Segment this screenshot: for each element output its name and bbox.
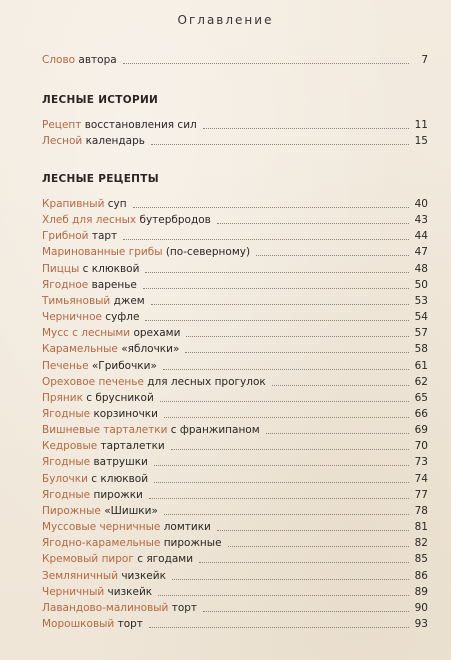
- entry-title-rest: с франжипаном: [167, 424, 260, 437]
- page-title: Оглавление: [177, 13, 274, 27]
- entry-title-accent: Хлеб для лесных: [42, 214, 137, 227]
- entry-title: [42, 586, 152, 599]
- dot-leader: [160, 401, 409, 402]
- toc-entry[interactable]: [42, 260, 428, 276]
- entry-title: [42, 473, 148, 486]
- entry-title-rest: «Шишки»: [100, 504, 158, 517]
- entry-title-accent: Слово: [42, 54, 76, 66]
- entry-title: [42, 408, 158, 421]
- toc-entry[interactable]: [42, 211, 428, 227]
- toc-entry[interactable]: [42, 470, 428, 486]
- toc-entry[interactable]: [42, 357, 428, 373]
- entry-title: [42, 440, 165, 453]
- dot-leader: [143, 288, 409, 289]
- entry-title-rest: суп: [104, 198, 127, 210]
- entry-title-accent: Пряник: [42, 391, 83, 404]
- page-number: 82: [414, 537, 428, 550]
- toc-entry[interactable]: [42, 486, 428, 502]
- dot-leader: [217, 223, 409, 224]
- entry-title-accent: Пирожные: [42, 504, 101, 517]
- entry-title: [42, 392, 154, 405]
- entry-title-accent: Печенье: [42, 359, 89, 372]
- dot-leader: [186, 336, 409, 337]
- dot-leader: [228, 546, 409, 547]
- entry-title: [42, 246, 250, 259]
- dot-leader: [203, 128, 409, 129]
- entry-title-accent: Земляничный: [42, 569, 119, 582]
- dot-leader: [133, 207, 409, 208]
- dot-leader: [151, 304, 409, 305]
- entry-title: [42, 489, 143, 502]
- toc-entry[interactable]: [42, 615, 428, 631]
- page-number: 70: [414, 440, 428, 453]
- entry-title: [42, 214, 211, 227]
- dot-leader: [185, 352, 409, 353]
- page-number: 44: [414, 230, 428, 243]
- entry-title-rest: орехами: [130, 327, 181, 340]
- entry-title-rest: джем: [110, 294, 145, 307]
- entry-title: [42, 602, 197, 615]
- section-heading-forest-recipes: ЛЕСНЫЕ РЕЦЕПТЫ: [42, 173, 159, 185]
- dot-leader: [149, 627, 409, 628]
- toc-entry[interactable]: [42, 421, 428, 437]
- dot-leader: [164, 417, 409, 418]
- toc-entry[interactable]: [42, 502, 428, 518]
- entry-title-accent: Ягодно-карамельные: [42, 537, 161, 550]
- toc-entry[interactable]: [42, 567, 428, 583]
- toc-entry[interactable]: [42, 276, 428, 292]
- entry-title-rest: «яблочки»: [117, 343, 180, 356]
- entry-title: [42, 553, 193, 566]
- page-number: 62: [414, 375, 428, 388]
- entry-title-rest: суфле: [101, 311, 140, 323]
- entry-title-rest: торт: [168, 601, 198, 614]
- dot-leader: [154, 482, 409, 483]
- toc-entry[interactable]: [42, 550, 428, 566]
- toc-entry[interactable]: [42, 583, 428, 599]
- toc-entry[interactable]: [42, 308, 428, 324]
- toc-entry[interactable]: [42, 437, 428, 453]
- entry-title: [42, 54, 117, 67]
- entry-title: [42, 360, 157, 373]
- toc-entry[interactable]: [42, 292, 428, 308]
- page-number: 69: [414, 424, 428, 437]
- dot-leader: [163, 369, 409, 370]
- toc-entry[interactable]: [42, 599, 428, 615]
- entry-title-accent: Черничное: [42, 311, 102, 323]
- dot-leader: [123, 239, 409, 240]
- entry-title: [42, 376, 266, 389]
- entry-title: [42, 279, 137, 292]
- dot-leader: [199, 562, 409, 563]
- entry-title-accent: Мусс с лесными: [42, 327, 131, 340]
- page-number: 90: [414, 601, 428, 614]
- entry-title: [42, 343, 179, 356]
- entry-title-rest: с брусникой: [82, 391, 154, 404]
- entry-title: [42, 119, 197, 132]
- entry-title-rest: ломтики: [160, 521, 211, 533]
- toc-entry[interactable]: [42, 195, 428, 211]
- toc-entry[interactable]: [42, 132, 428, 148]
- entry-title-accent: Тимьяновый: [42, 294, 111, 307]
- entry-title-accent: Рецепт: [42, 119, 82, 131]
- dot-leader: [266, 433, 409, 434]
- page-number: 50: [414, 278, 428, 291]
- page-number: 89: [414, 585, 428, 598]
- entry-title-accent: Ягодные: [42, 407, 91, 420]
- entry-title: [42, 456, 148, 469]
- page-number: 85: [414, 553, 428, 566]
- entry-title-accent: Вишневые тарталетки: [42, 424, 168, 437]
- entry-title-rest: для лесных прогулок: [143, 375, 266, 388]
- page-number: 40: [414, 198, 428, 210]
- entry-title-rest: восстановления сил: [81, 119, 197, 131]
- entry-title: [42, 424, 260, 437]
- entry-title-accent: Черничный: [42, 585, 105, 598]
- entry-title-rest: варенье: [88, 278, 137, 291]
- page-number: 74: [414, 472, 428, 485]
- page-number: 57: [414, 327, 428, 340]
- entry-title-rest: (по-северному): [162, 246, 251, 259]
- page-number: 58: [414, 343, 428, 356]
- entry-title-accent: Лавандово-малиновый: [42, 601, 169, 614]
- entry-title-rest: бутербродов: [136, 214, 211, 227]
- toc-entry[interactable]: [42, 116, 428, 132]
- dot-leader: [158, 595, 409, 596]
- page-number: 86: [414, 569, 428, 582]
- entry-title-accent: Карамельные: [42, 343, 118, 356]
- entry-title: [42, 570, 166, 583]
- entry-title-accent: Кремовый пирог: [42, 553, 134, 566]
- dot-leader: [151, 144, 409, 145]
- entry-title-accent: Муссовые черничные: [42, 521, 161, 533]
- entry-title-accent: Лесной: [42, 135, 83, 147]
- toc-entry[interactable]: [42, 227, 428, 243]
- entry-title-accent: Морошковый: [42, 617, 115, 630]
- entry-title-accent: Кедровые: [42, 440, 98, 453]
- entry-title-rest: корзиночки: [90, 407, 158, 420]
- dot-leader: [145, 320, 409, 321]
- toc-entry[interactable]: [42, 373, 428, 389]
- entry-title-accent: Ореховое печенье: [42, 375, 144, 388]
- page-number: 66: [414, 407, 428, 420]
- entry-title-rest: с ягодами: [133, 553, 194, 566]
- toc-entry[interactable]: [42, 324, 428, 340]
- dot-leader: [164, 514, 409, 515]
- section-heading-forest-stories: ЛЕСНЫЕ ИСТОРИИ: [42, 94, 159, 106]
- page-number: 54: [414, 311, 428, 323]
- dot-leader: [203, 611, 409, 612]
- dot-leader: [172, 579, 409, 580]
- dot-leader: [149, 498, 409, 499]
- entry-title: [42, 230, 117, 243]
- entry-title: [42, 618, 143, 631]
- toc-entry-author-note[interactable]: [42, 51, 428, 67]
- entry-title-rest: тарталетки: [97, 440, 165, 453]
- dot-leader: [123, 63, 409, 64]
- page-number: 73: [414, 456, 428, 469]
- page-number: 61: [414, 359, 428, 372]
- entry-title-rest: ватрушки: [90, 456, 148, 469]
- dot-leader: [272, 385, 409, 386]
- entry-title-accent: Ягодные: [42, 488, 91, 501]
- entry-title: [42, 135, 145, 148]
- toc-entry[interactable]: [42, 518, 428, 534]
- toc-entry[interactable]: [42, 340, 428, 356]
- dot-leader: [171, 449, 409, 450]
- entry-title: [42, 295, 145, 308]
- entry-title: [42, 327, 180, 340]
- entry-title-rest: тарт: [88, 230, 118, 243]
- entry-title-rest: «Грибочки»: [88, 359, 157, 372]
- entry-title: [42, 198, 127, 211]
- toc-entry[interactable]: [42, 243, 428, 259]
- page-number: 93: [414, 617, 428, 630]
- entry-title-rest: чизкейк: [118, 569, 166, 582]
- page-number: 53: [414, 294, 428, 307]
- page-number: 15: [414, 135, 428, 147]
- entry-title-accent: Булочки: [42, 472, 88, 485]
- entry-title-accent: Ягодное: [42, 278, 89, 291]
- toc-entry[interactable]: [42, 405, 428, 421]
- entry-title: [42, 537, 222, 550]
- entry-title: [42, 263, 139, 276]
- dot-leader: [217, 530, 409, 531]
- toc-entry[interactable]: [42, 453, 428, 469]
- entry-title-rest: календарь: [82, 135, 145, 147]
- entry-title: [42, 521, 211, 534]
- dot-leader: [256, 255, 409, 256]
- page-number: 43: [414, 214, 428, 227]
- entry-title-accent: Маринованные грибы: [42, 246, 163, 259]
- toc-entry[interactable]: [42, 534, 428, 550]
- entry-title-rest: чизкейк: [104, 585, 153, 598]
- dot-leader: [154, 465, 409, 466]
- entry-title-rest: автора: [75, 54, 117, 66]
- entry-title-accent: Пиццы: [42, 262, 80, 275]
- page-number: 65: [414, 391, 428, 404]
- entry-title-rest: пирожные: [160, 537, 222, 550]
- entry-title-rest: с клюквой: [79, 262, 140, 275]
- entry-title: [42, 505, 158, 518]
- entry-title-rest: пирожки: [90, 488, 143, 501]
- entry-title-accent: Крапивный: [42, 198, 105, 210]
- entry-title-rest: торт: [114, 617, 143, 630]
- page-number: 48: [414, 262, 428, 275]
- entry-title-accent: Грибной: [42, 230, 89, 243]
- toc-entry[interactable]: [42, 389, 428, 405]
- page-number: 81: [414, 521, 428, 533]
- entry-title-rest: с клюквой: [87, 472, 149, 485]
- page-number: 78: [414, 504, 428, 517]
- page-number: 77: [414, 488, 428, 501]
- page-number: 11: [414, 119, 428, 131]
- page-number: 7: [421, 54, 428, 66]
- entry-title-accent: Ягодные: [42, 456, 91, 469]
- dot-leader: [145, 272, 409, 273]
- entry-title: [42, 311, 139, 324]
- page-number: 47: [414, 246, 428, 259]
